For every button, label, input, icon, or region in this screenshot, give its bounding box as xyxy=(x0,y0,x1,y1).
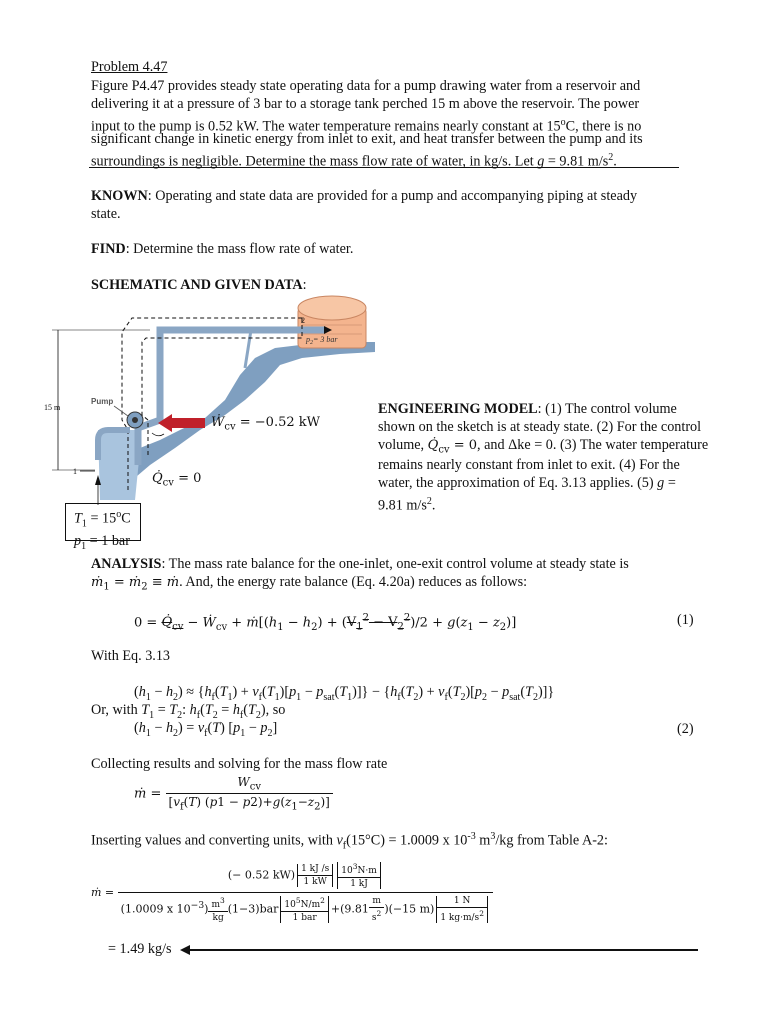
wcv-label: $Ẇ_{cv} = -0.52$ kW xyxy=(211,415,320,433)
t1-text: $T_1 = 15^oC$ xyxy=(74,509,131,530)
known-line-1: KNOWN: Operating and state data are provided for a pump and accompanying piping at steady xyxy=(91,188,638,204)
find-line: FIND: Determine the mass flow rate of water. xyxy=(91,241,354,257)
result-arrow-icon xyxy=(180,943,700,957)
pump-label: Pump xyxy=(91,397,114,406)
energy-balance-equation: $0 = Q̇_{cv}$ − $Ẇ_{cv}$ + $ṁ[(h_1 - h_2) + (V_1^2 - V_2^2)/2 + g(z_1 - z_2)]$ xyxy=(134,613,517,633)
problem-statement-line-1: Figure P4.47 provides steady state operating data for a pump drawing water from a reservoir and xyxy=(91,78,641,94)
reservoir-icon xyxy=(98,430,140,500)
known-line-2: state. xyxy=(91,206,121,222)
engineering-model-line-1: ENGINEERING MODEL: (1) The control volume xyxy=(378,401,677,417)
engineering-model-line-5: water, the approximation of Eq. 3.13 applies. (5) g = xyxy=(378,475,676,491)
statement-divider xyxy=(89,167,679,168)
state-1-box xyxy=(65,503,141,552)
collecting-results-line: Collecting results and solving for the mass flow rate xyxy=(91,756,388,772)
p1-text: $p_1 = 1$ bar xyxy=(74,532,130,552)
with-eq-313: With Eq. 3.13 xyxy=(91,648,171,664)
final-result: = 1.49 kg/s xyxy=(108,941,172,957)
or-with-line: Or, with $T_1 = T_2$: $h_f(T_2 = h_f(T_2)$, so xyxy=(91,702,286,721)
problem-statement-line-5: surroundings is negligible. Determine the mass flow rate of water, in kg/s. Let g = 9.81 $m/s^2$. xyxy=(91,152,617,170)
inserting-values-line: Inserting values and converting units, with $v_f(15^\circ C) = 1.0009$ x $10^{-3}$ $m^3/kg$ from Table A-2: xyxy=(91,831,608,852)
problem-statement-line-4: significant change in kinetic energy from inlet to exit, and heat transfer between the pump and its xyxy=(91,131,643,147)
problem-statement-line-3: input to the pump is 0.52 kW. The water temperature remains nearly constant at 15$^o$C, there is no xyxy=(91,117,642,135)
state-2-label: 2 xyxy=(301,316,305,325)
qcv-label: $Q̇_{cv} = 0$ xyxy=(152,471,202,489)
p2-text: $p_2= 3$ bar xyxy=(306,335,338,346)
equation-2-number: (2) xyxy=(677,721,694,737)
schematic-heading: SCHEMATIC AND GIVEN DATA: xyxy=(91,277,307,293)
heat-transfer-arrow-icon xyxy=(152,433,164,436)
engineering-model-line-2: shown on the sketch is at steady state. (2) For the control xyxy=(378,419,702,435)
enthalpy-difference-equation: $(h_1 - h_2) = v_f(T) [p_1 - p_2]$ xyxy=(134,720,278,739)
state-1-label: 1 xyxy=(73,467,77,476)
analysis-line-1: ANALYSIS: The mass rate balance for the one-inlet, one-exit control volume at steady state is xyxy=(91,556,629,572)
problem-number: Problem 4.47 xyxy=(91,59,168,75)
enthalpy-approximation-equation: $(h_1 - h_2) \approx \{h_f(T_1) + v_f(T_1)[p_1 - p_{sat}(T_1)]\} - \{h_f(T_2) + v_f(T_2)[p_2 - p_{sat}(T_2)]\}$ xyxy=(134,684,555,703)
mass-flow-formula: ṁ = $\frac{W_{cv}}{[v_f(T) (p1 - p2)+g(z_1-z_2)]}$ xyxy=(134,775,333,813)
numerical-substitution-equation: ṁ = (− 0.52 kW) $\frac{1 kJ /s}{1 kW}$ $\frac{10^3N\cdot m}{1 kJ}$ (1.0009 x $10^{-3}$) $\frac{m^3}{kg}$ (1−3)bar $\frac{10^5N/m^2}{\text{1 bar}}$ +(9.81 $\frac{m}{s^2}$ )(−15 m) $\frac{1 N}{1 kg\cdot m/s^2}$ xyxy=(91,862,493,923)
engineering-model-line-6: 9.81 $m/s^2$. xyxy=(378,496,436,514)
engineering-model-line-3: volume, $Q̇_{cv} = 0$, and Δke = 0. (3) The water temperature xyxy=(378,437,709,456)
height-label: 15 m xyxy=(44,403,61,412)
equation-1-number: (1) xyxy=(677,612,694,628)
analysis-line-2: $ṁ_1$ = $ṁ_2$ ≡ ṁ. And, the energy rate balance (Eq. 4.20a) reduces as follows: xyxy=(91,574,528,593)
problem-statement-line-2: delivering it at a pressure of 3 bar to a storage tank perched 15 m above the reservoir. The power xyxy=(91,96,640,112)
tank-roof xyxy=(298,296,366,320)
engineering-model-line-4: remains nearly constant from inlet to exit. (4) For the xyxy=(378,457,680,473)
